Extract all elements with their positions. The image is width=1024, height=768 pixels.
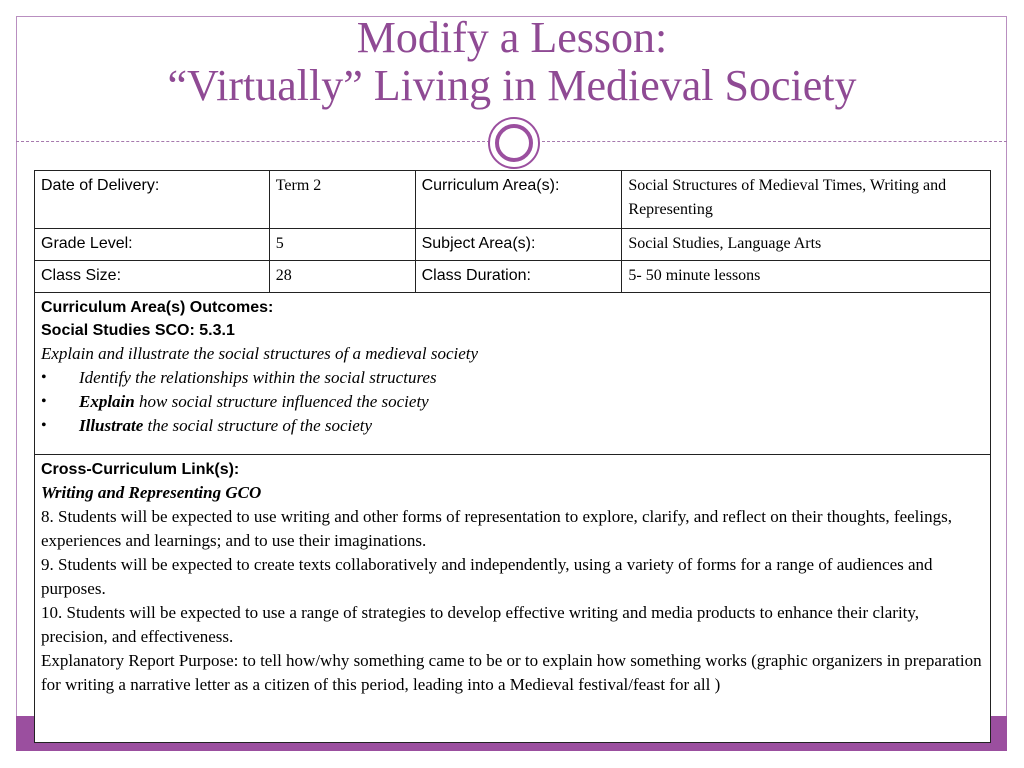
curriculum-area-label: Curriculum Area(s):: [415, 171, 622, 229]
grade-level-label: Grade Level:: [35, 229, 270, 261]
list-item: [41, 390, 984, 414]
outcome-bullet-3-rest: the social structure of the society: [143, 416, 373, 435]
class-duration-value: 5- 50 minute lessons: [622, 261, 991, 293]
date-value: Term 2: [269, 171, 415, 229]
table-row: [35, 261, 991, 293]
table-row: [35, 171, 991, 229]
cross-heading: Cross-Curriculum Link(s):: [41, 461, 240, 478]
outcome-bullet-1: Identify the relationships within the social structures: [79, 368, 437, 387]
table-row: [35, 293, 991, 455]
class-size-value: 28: [269, 261, 415, 293]
cross-report-purpose: Explanatory Report Purpose: to tell how/why something came to be or to explain how something works (graphic organizers in preparation for writing a narrative letter as a citizen of this period, leading into a Medieval festival/feast for all ): [41, 651, 982, 694]
class-duration-label: Class Duration:: [415, 261, 622, 293]
date-label: Date of Delivery:: [35, 171, 270, 229]
title-divider-left: [16, 141, 490, 142]
outcomes-list: [41, 366, 984, 438]
title-line-2: “Virtually” Living in Medieval Society: [167, 61, 857, 110]
table-row: [35, 455, 991, 743]
grade-level-value: 5: [269, 229, 415, 261]
outcomes-intro: Explain and illustrate the social structures of a medieval society: [41, 344, 479, 363]
subject-area-label: Subject Area(s):: [415, 229, 622, 261]
cross-curriculum-cell: [35, 455, 991, 743]
title-divider-right: [542, 141, 1007, 142]
class-size-label: Class Size:: [35, 261, 270, 293]
cross-paragraph-10: 10. Students will be expected to use a range of strategies to develop effective writing and media products to enhance their clarity, precision, and effectiveness.: [41, 603, 920, 646]
table-row: [35, 229, 991, 261]
cross-paragraph-9: 9. Students will be expected to create texts collaboratively and independently, using a variety of forms for a range of audiences and purposes.: [41, 555, 933, 598]
cross-subheading: Writing and Representing GCO: [41, 483, 262, 502]
slide-title: [0, 14, 1024, 110]
lesson-plan-table: [34, 170, 991, 743]
outcomes-cell: [35, 293, 991, 455]
outcome-bullet-2-rest: how social structure influenced the society: [134, 392, 429, 411]
ring-ornament-icon: [488, 117, 540, 169]
list-item: [41, 366, 984, 390]
curriculum-area-value: Social Structures of Medieval Times, Writing and Representing: [622, 171, 991, 229]
list-item: [41, 414, 984, 438]
outcomes-heading: Curriculum Area(s) Outcomes:: [41, 299, 274, 316]
outcome-bullet-3-bold: Illustrate: [79, 416, 144, 435]
title-line-1: Modify a Lesson:: [356, 13, 668, 62]
cross-paragraph-8: 8. Students will be expected to use writing and other forms of representation to explore, clarify, and reflect on their thoughts, feelings, experiences and learnings; and to use their imaginations.: [41, 507, 952, 550]
subject-area-value: Social Studies, Language Arts: [622, 229, 991, 261]
outcome-bullet-2-bold: Explain: [79, 392, 135, 411]
outcomes-subheading: Social Studies SCO: 5.3.1: [41, 322, 235, 339]
